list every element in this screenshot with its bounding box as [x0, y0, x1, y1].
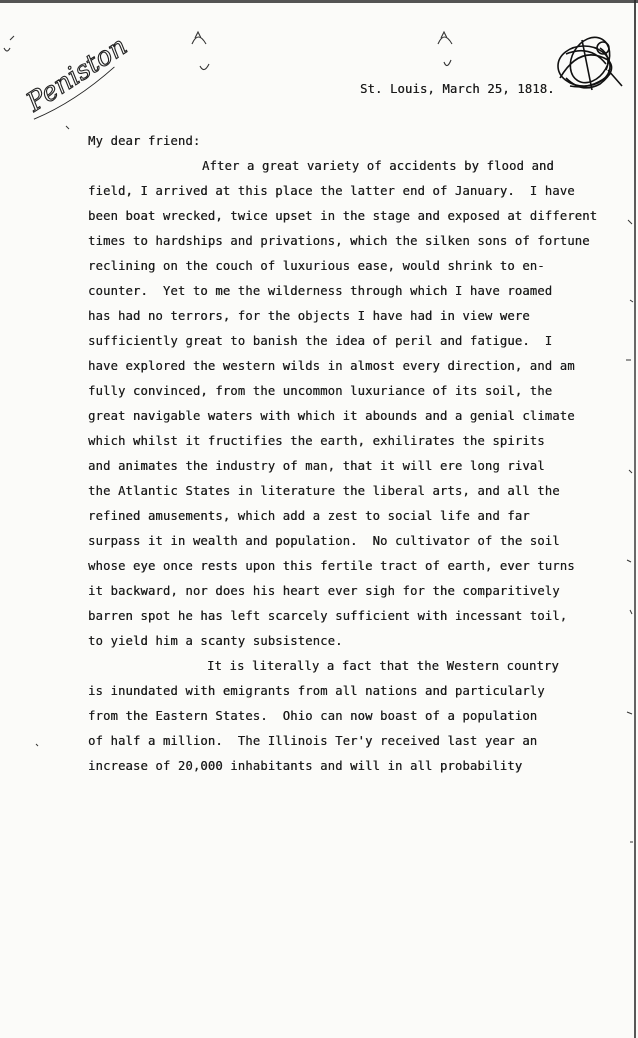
- letter-line: and animates the industry of man, that it will ere long rival: [88, 459, 545, 473]
- handwritten-name: [18, 31, 134, 122]
- letter-salutation: My dear friend:: [88, 134, 201, 148]
- letter-line: of half a million. The Illinois Ter'y received last year an: [88, 734, 538, 748]
- letter-dateline: St. Louis, March 25, 1818.: [360, 82, 555, 96]
- letter-line: is inundated with emigrants from all nations and particularly: [88, 684, 545, 698]
- letter-line: great navigable waters with which it abounds and a genial climate: [88, 409, 575, 423]
- letter-line: refined amusements, which add a zest to social life and far: [88, 509, 530, 523]
- letter-line: field, I arrived at this place the latter end of January. I have: [88, 184, 575, 198]
- letter-line: been boat wrecked, twice upset in the stage and exposed at different: [88, 209, 598, 223]
- letter-line: to yield him a scanty subsistence.: [88, 634, 343, 648]
- letter-line: whose eye once rests upon this fertile tract of earth, ever turns: [88, 559, 575, 573]
- handwritten-name-text: Peniston: [21, 31, 133, 118]
- letter-line: reclining on the couch of luxurious ease, would shrink to en-: [88, 259, 545, 273]
- letter-line: has had no terrors, for the objects I have had in view were: [88, 309, 530, 323]
- letter-line: fully convinced, from the uncommon luxuriance of its soil, the: [88, 384, 553, 398]
- letter-line: counter. Yet to me the wilderness through which I have roamed: [88, 284, 553, 298]
- letter-line: barren spot he has left scarcely sufficient with incessant toil,: [88, 609, 568, 623]
- letter-line: times to hardships and privations, which the silken sons of fortune: [88, 234, 590, 248]
- letter-line: increase of 20,000 inhabitants and will in all probability: [88, 759, 523, 773]
- scribble-seal: [558, 30, 622, 90]
- letter-line: surpass it in wealth and population. No cultivator of the soil: [88, 534, 560, 548]
- letter-line: sufficiently great to banish the idea of peril and fatigue. I: [88, 334, 553, 348]
- letter-line: it backward, nor does his heart ever sigh for the comparitively: [88, 584, 560, 598]
- letter-line: from the Eastern States. Ohio can now boast of a population: [88, 709, 538, 723]
- letter-line: the Atlantic States in literature the liberal arts, and all the: [88, 484, 560, 498]
- letter-line: After a great variety of accidents by flood and: [202, 159, 554, 173]
- letter-line: It is literally a fact that the Western country: [207, 659, 559, 673]
- letter-line: have explored the western wilds in almost every direction, and am: [88, 359, 575, 373]
- letter-line: which whilst it fructifies the earth, exhilirates the spirits: [88, 434, 545, 448]
